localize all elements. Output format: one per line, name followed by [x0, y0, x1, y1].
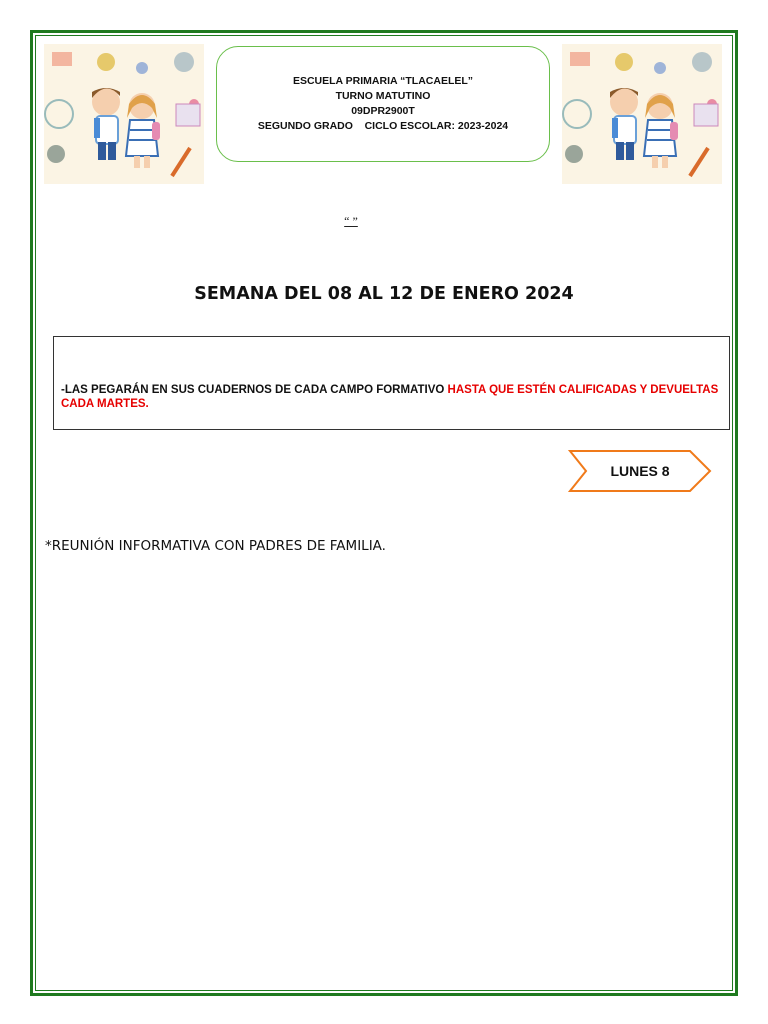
day-tag-label: LUNES 8: [610, 463, 670, 479]
note-text-highlight: HASTA QUE ESTÉN CALIFICADAS Y DEVUELTAS CADA MARTES.: [61, 384, 719, 410]
agenda-item: *REUNIÓN INFORMATIVA CON PADRES DE FAMILIA.: [45, 538, 386, 554]
school-code: 09DPR2900T: [351, 105, 415, 117]
school-kids-illustration-right: [562, 44, 722, 184]
empty-quote-title: “ ”: [344, 214, 358, 228]
instruction-note-box: [53, 336, 730, 430]
school-name: ESCUELA PRIMARIA “TLACAELEL”: [292, 75, 474, 87]
school-shift: TURNO MATUTINO: [335, 90, 431, 102]
school-header-box: [216, 46, 550, 162]
grade-cycle: SEGUNDO GRADO CICLO ESCOLAR: 2023-2024: [257, 120, 509, 132]
note-text: -LAS PEGARÁN EN SUS CUADERNOS DE CADA CAMPO FORMATIVO: [61, 384, 448, 396]
school-kids-illustration-left: [44, 44, 204, 184]
week-title: SEMANA DEL 08 AL 12 DE ENERO 2024: [194, 284, 574, 304]
